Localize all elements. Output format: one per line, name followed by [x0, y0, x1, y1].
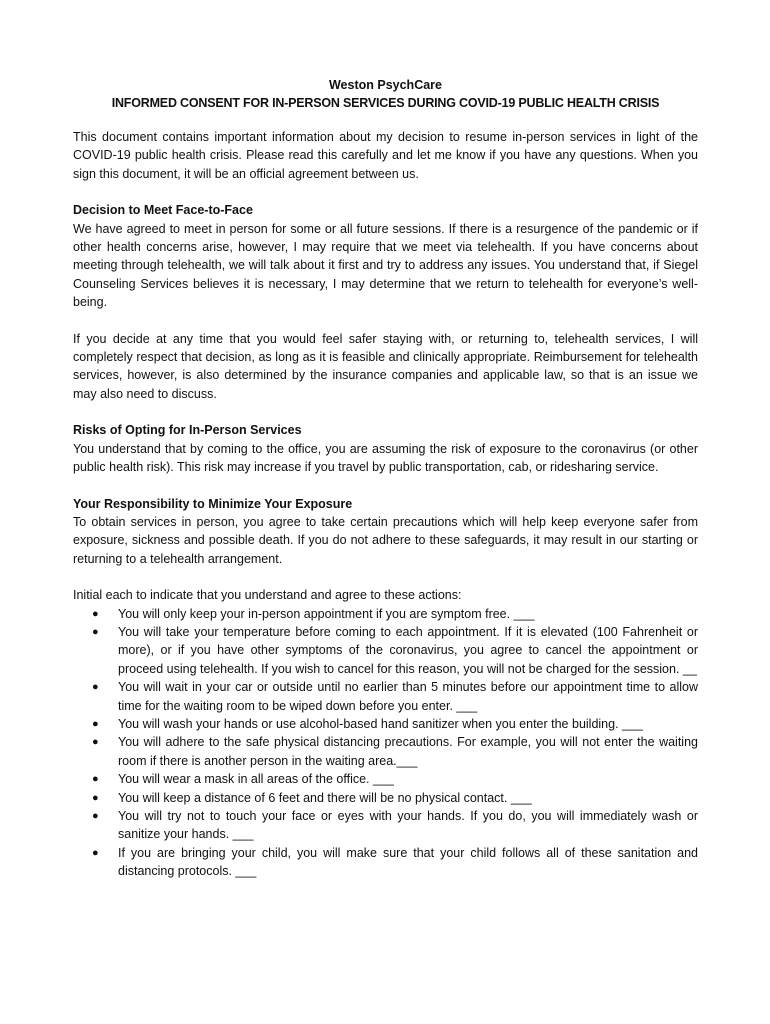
- list-item: [92, 623, 698, 678]
- section-heading-responsibility: Your Responsibility to Minimize Your Exposure: [73, 496, 353, 511]
- bullet-icon: ●: [92, 681, 99, 694]
- section-heading-risks: Risks of Opting for In-Person Services: [73, 423, 302, 438]
- org-name: Weston PsychCare: [328, 78, 442, 92]
- bullet-icon: ●: [92, 810, 99, 822]
- section-heading-decision: Decision to Meet Face-to-Face: [73, 203, 253, 218]
- bullet-icon: ●: [92, 846, 99, 859]
- list-item-text: You will wear a mask in all areas of the office. ___: [118, 772, 394, 787]
- list-item-text: You will wait in your car or outside until no earlier than 5 minutes before our appointment time to allow time for the waiting room to be wiped down before you enter. ___: [118, 680, 698, 713]
- list-item: [92, 715, 698, 733]
- bullet-icon: ●: [92, 791, 99, 804]
- list-item-text: You will adhere to the safe physical distancing precautions. For example, you will not enter the waiting room if there is another person in the waiting area.___: [118, 735, 698, 768]
- risks-paragraph: You understand that by coming to the office, you are assuming the risk of exposure to the coronavirus (or other public health risk). This risk may increase if you travel by public transportation, cab, or ridesharing service.: [73, 441, 698, 475]
- list-item-text: You will try not to touch your face or eyes with your hands. If you do, you will immediately wash or sanitize your hands. ___: [118, 809, 698, 842]
- list-item: [92, 605, 698, 623]
- list-item-text: You will take your temperature before coming to each appointment. If it is elevated (100 Fahrenheit or more), or if you have other symptoms of the coronavirus, you agree to cancel the appointment or proceed using telehealth. If you wish to cancel for this reason, you will not be charged for the session. __: [118, 624, 698, 676]
- document-title: INFORMED CONSENT FOR IN-PERSON SERVICES DURING COVID-19 PUBLIC HEALTH CRISIS: [111, 96, 660, 110]
- list-item: [92, 770, 698, 788]
- list-item: [92, 807, 698, 844]
- decision-paragraph-2: If you decide at any time that you would feel safer staying with, or returning to, telehealth services, I will completely respect that decision, as long as it is feasible and clinically appropriate. Reimbursement for telehealth services, however, is also determined by the insurance companies and applicable law, so that is an issue we may also need to discuss.: [73, 331, 698, 401]
- decision-paragraph-1: We have agreed to meet in person for some or all future sessions. If there is a resurgence of the pandemic or if other health concerns arise, however, I may require that we meet via telehealth. If you have concerns about meeting through telehealth, we will talk about it first and try to address any issues. You understand that, if Siegel Counseling Services believes it is necessary, I may determine that we return to telehealth for everyone’s well-being.: [73, 221, 698, 310]
- intro-paragraph: This document contains important information about my decision to resume in-person services in light of the COVID-19 public health crisis. Please read this carefully and let me know if you have any questions. When you sign this document, it will be an official agreement between us.: [73, 130, 698, 181]
- list-item: [92, 733, 698, 770]
- actions-list: [73, 605, 698, 881]
- list-item: [92, 844, 698, 881]
- actions-intro: Initial each to indicate that you understand and agree to these actions:: [73, 588, 462, 603]
- bullet-icon: ●: [92, 625, 99, 638]
- list-item: [92, 789, 698, 807]
- bullet-icon: ●: [92, 717, 99, 730]
- bullet-icon: ●: [92, 736, 99, 749]
- list-item-text: If you are bringing your child, you will make sure that your child follows all of these sanitation and distancing protocols. ___: [118, 845, 698, 879]
- list-item-text: You will wash your hands or use alcohol-based hand sanitizer when you enter the building. ___: [118, 716, 643, 731]
- bullet-icon: ●: [92, 607, 99, 620]
- list-item-text: You will only keep your in-person appointment if you are symptom free. ___: [118, 606, 535, 621]
- bullet-icon: ●: [92, 773, 99, 786]
- list-item: [92, 678, 698, 715]
- list-item-text: You will keep a distance of 6 feet and there will be no physical contact. ___: [118, 790, 532, 805]
- responsibility-paragraph: To obtain services in person, you agree to take certain precautions which will help keep everyone safer from exposure, sickness and possible death. If you do not adhere to these safeguards, it may result in our starting or returning to a telehealth arrangement.: [73, 514, 698, 566]
